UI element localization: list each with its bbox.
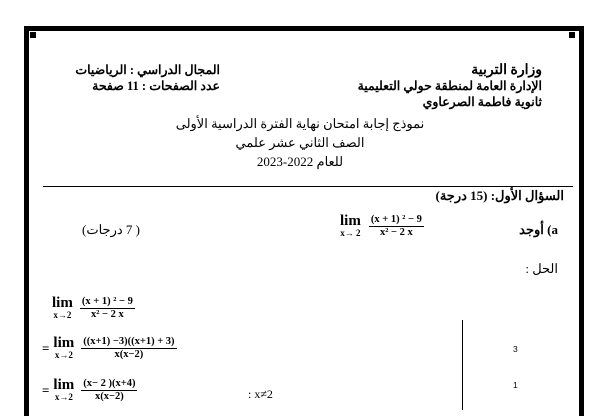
limit-operator <box>340 212 361 239</box>
fraction-denominator: x² − 2 x <box>379 227 413 238</box>
limit-word: lim <box>340 212 361 229</box>
school-name: ثانوية فاطمة الصرعاوي <box>422 95 542 109</box>
mark-step-3: 1 <box>513 380 518 390</box>
fraction-denominator: x² − 2 x <box>90 309 124 320</box>
equals-sign: = <box>42 340 50 356</box>
directorate-name: الإدارة العامة لمنطقة حولي التعليمية <box>357 79 542 93</box>
border-corner-left <box>30 32 36 38</box>
page-border-right <box>579 26 584 416</box>
fraction-numerator: (x− 2 )(x+4) <box>83 378 136 389</box>
limit-word: lim <box>53 334 75 351</box>
step-3-fraction <box>81 378 137 403</box>
domain-condition: : x≠2 <box>248 387 273 401</box>
year-title: للعام 2022-2023 <box>256 154 344 169</box>
limit-operator <box>53 376 75 403</box>
limit-subscript: x→2 <box>54 349 73 360</box>
fraction-numerator: (x + 1) ² − 9 <box>81 296 133 307</box>
grade-title: الصف الثاني عشر علمي <box>235 135 365 150</box>
page-border-left <box>24 26 29 416</box>
border-corner-right <box>569 32 575 38</box>
solution-label: الحل : <box>525 261 558 276</box>
solution-step-2 <box>42 336 177 361</box>
fraction-denominator: x(x−2) <box>114 349 144 360</box>
question-fraction <box>369 214 424 239</box>
limit-subscript: x→2 <box>54 391 73 402</box>
fraction-numerator: (x + 1) ² − 9 <box>370 214 422 225</box>
limit-word: lim <box>52 294 73 311</box>
limit-word: lim <box>53 376 75 393</box>
question-expression <box>340 214 424 239</box>
marks-column-divider <box>462 320 463 410</box>
limit-subscript: x→ 2 <box>340 227 361 238</box>
step-2-fraction <box>81 336 176 361</box>
limit-operator <box>53 334 75 361</box>
limit-operator <box>52 294 73 321</box>
step-1-fraction <box>80 296 135 321</box>
equals-sign: = <box>42 382 50 398</box>
question-part-label: a) أوجد <box>519 222 558 237</box>
solution-step-1 <box>52 296 135 321</box>
question-marks: ( 7 درجات) <box>82 222 140 237</box>
ministry-name: وزارة التربية <box>471 63 542 78</box>
header-divider <box>43 186 573 187</box>
page-border-top <box>24 26 584 31</box>
limit-subscript: x→2 <box>53 309 72 320</box>
fraction-denominator: x(x−2) <box>95 391 124 402</box>
subject-field: المجال الدراسي : الرياضيات <box>75 63 220 77</box>
fraction-numerator: ((x+1) −3)((x+1) + 3) <box>83 336 175 347</box>
mark-step-2: 3 <box>513 344 518 354</box>
page-count: عدد الصفحات : 11 صفحة <box>92 79 220 93</box>
question-heading: السؤال الأول: (15 درجة) <box>435 188 564 203</box>
solution-step-3 <box>42 378 137 403</box>
exam-title: نموذج إجابة امتحان نهاية الفترة الدراسية الأولى <box>175 116 425 131</box>
